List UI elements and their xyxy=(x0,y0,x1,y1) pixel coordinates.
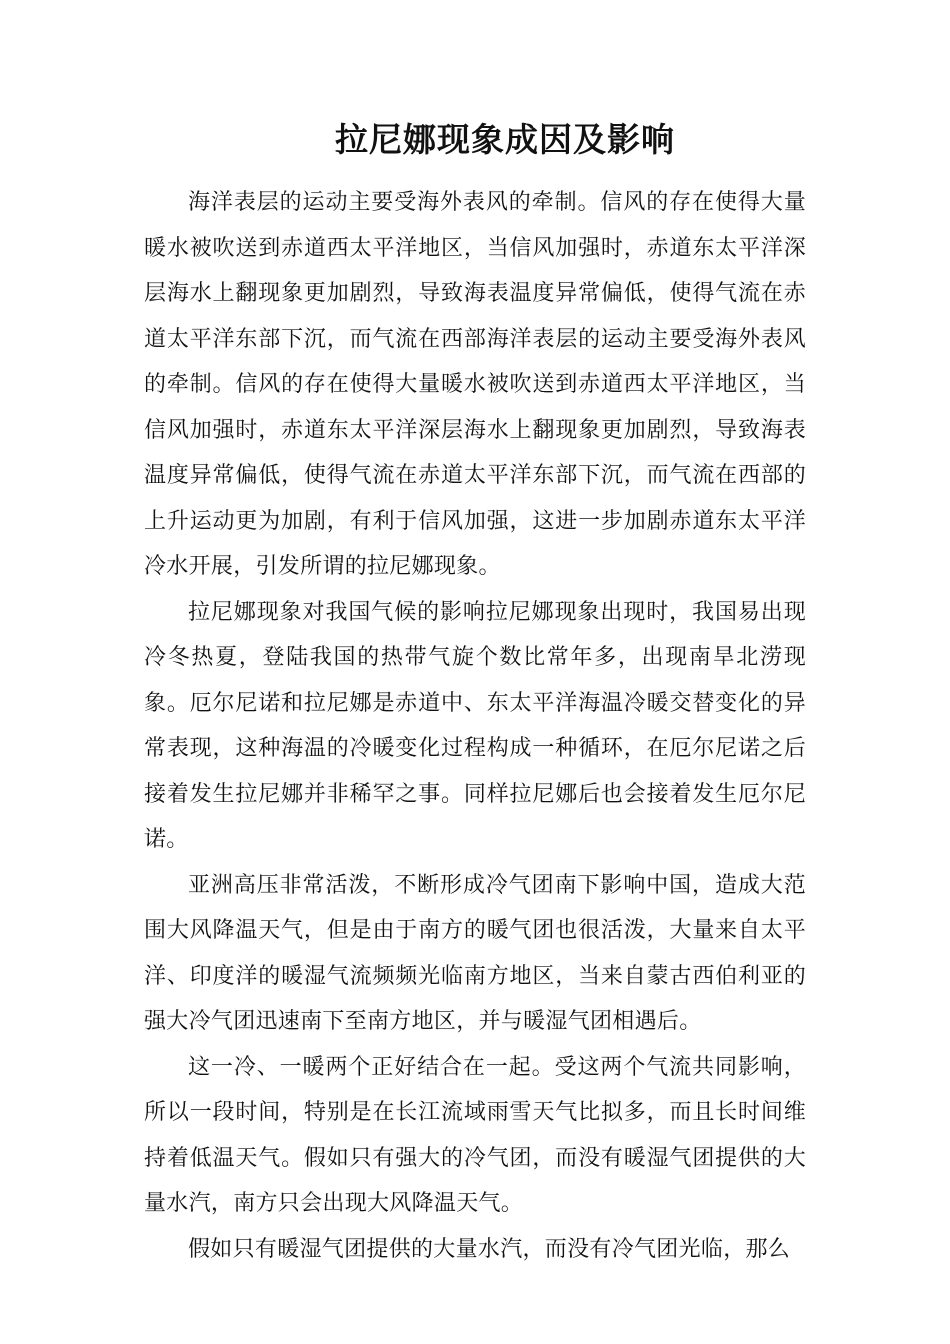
document-body xyxy=(144,180,806,1272)
paragraph-4: 这一冷、一暖两个正好结合在一起。受这两个气流共同影响，所以一段时间，特别是在长江流域雨雪天气比拟多，而且长时间维持着低温天气。假如只有强大的冷气团，而没有暖湿气团提供的大量水汽，南方只会出现大风降温天气。 xyxy=(144,1054,806,1216)
paragraph-5: 假如只有暖湿气团提供的大量水汽，而没有冷气团光临，那么 xyxy=(188,1236,791,1262)
paragraph-3: 亚洲高压非常活泼，不断形成冷气团南下影响中国，造成大范围大风降温天气，但是由于南方的暖气团也很活泼，大量来自太平洋、印度洋的暖湿气流频频光临南方地区，当来自蒙古西伯利亚的强大冷气团迅速南下至南方地区，并与暖湿气团相遇后。 xyxy=(144,872,806,1034)
paragraph-1: 海洋表层的运动主要受海外表风的牵制。信风的存在使得大量暖水被吹送到赤道西太平洋地区，当信风加强时，赤道东太平洋深层海水上翻现象更加剧烈，导致海表温度异常偏低，使得气流在赤道太平洋东部下沉，而气流在西部海洋表层的运动主要受海外表风的牵制。信风的存在使得大量暖水被吹送到赤道西太平洋地区，当信风加强时，赤道东太平洋深层海水上翻现象更加剧烈，导致海表温度异常偏低，使得气流在赤道太平洋东部下沉，而气流在西部的上升运动更为加剧，有利于信风加强，这进一步加剧赤道东太平洋冷水开展，引发所谓的拉尼娜现象。 xyxy=(144,190,806,579)
paragraph-2: 拉尼娜现象对我国气候的影响拉尼娜现象出现时，我国易出现冷冬热夏，登陆我国的热带气旋个数比常年多，出现南旱北涝现象。厄尔尼诺和拉尼娜是赤道中、东太平洋海温冷暖交替变化的异常表现，这种海温的冷暖变化过程构成一种循环，在厄尔尼诺之后接着发生拉尼娜并非稀罕之事。同样拉尼娜后也会接着发生厄尔尼诺。 xyxy=(144,599,806,852)
document-title: 拉尼娜现象成因及影响 xyxy=(335,120,675,159)
